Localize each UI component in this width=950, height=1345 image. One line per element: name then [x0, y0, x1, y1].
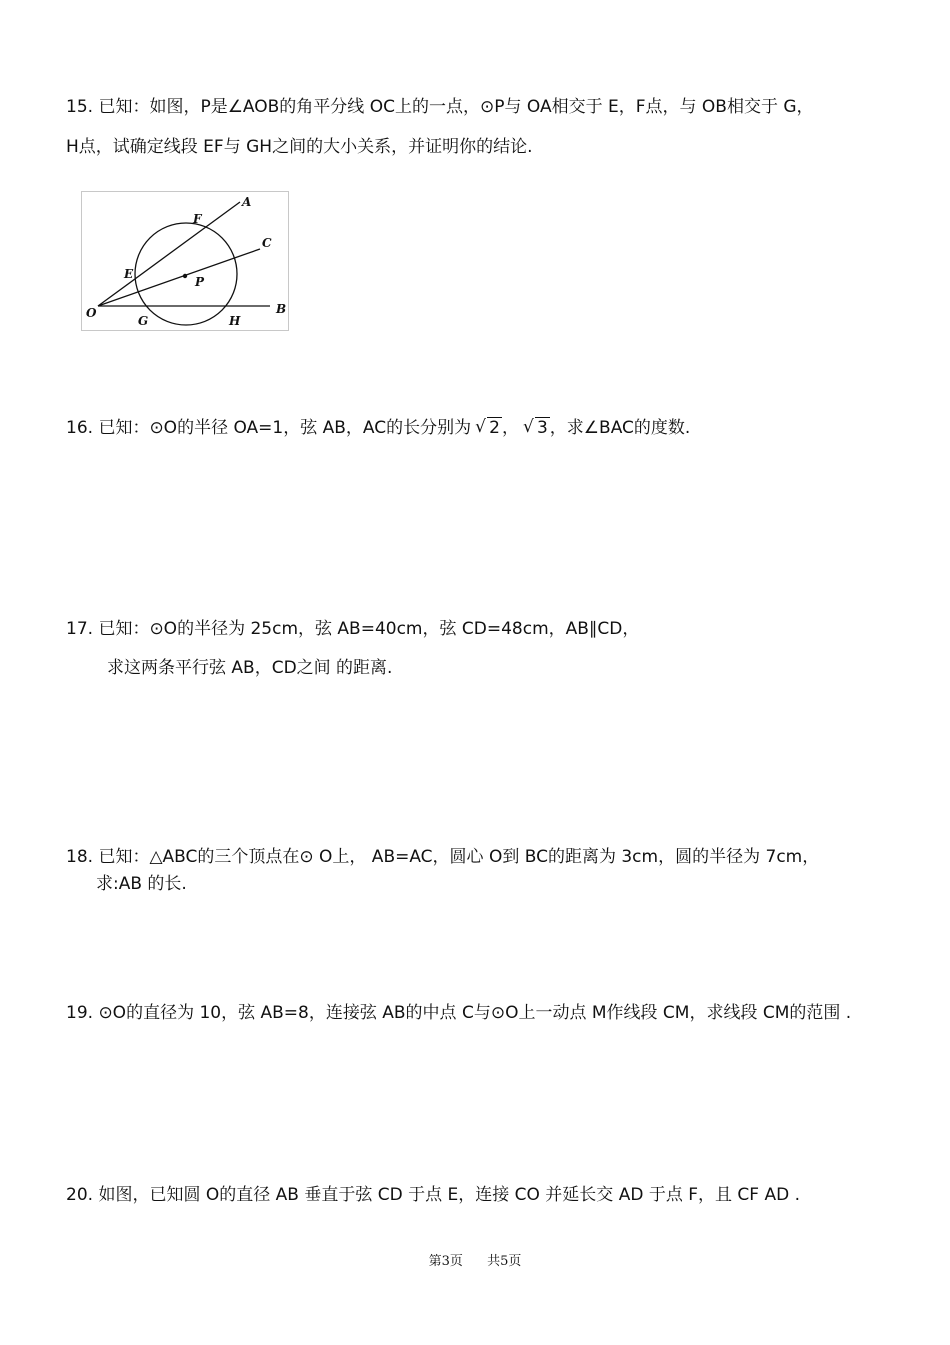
label-o: O	[86, 306, 97, 320]
problem-16-text-b: ，求∠BAC的度数.	[549, 418, 691, 438]
problem-16-separator: ，	[501, 418, 519, 438]
problem-16-text-a: 16. 已知：⊙O的半径 OA=1，弦 AB，AC的长分别为	[66, 418, 472, 438]
problem-17-line-1: 17. 已知：⊙O的半径为 25cm，弦 AB=40cm，弦 CD=48cm，AB∥CD，	[66, 619, 640, 639]
page-number: 第3页	[428, 1254, 463, 1269]
geometry-figure	[81, 191, 289, 331]
label-f: F	[193, 212, 202, 226]
label-c: C	[262, 236, 272, 250]
problem-15-line-2: H点，试确定线段 EF与 GH之间的大小关系，并证明你的结论.	[66, 137, 533, 157]
problem-19: 19. ⊙O的直径为 10，弦 AB=8，连接弦 AB的中点 C与⊙O上一动点 M作线段 CM，求线段 CM的范围 .	[66, 1003, 852, 1023]
problem-18-line-1: 18. 已知：△ABC的三个顶点在⊙ O上， AB=AC，圆心 O到 BC的距离为 3cm，圆的半径为 7cm，	[66, 847, 820, 867]
ray-oa	[98, 202, 240, 306]
point-p	[183, 274, 187, 278]
sqrt-3	[523, 417, 550, 439]
label-h: H	[229, 314, 241, 328]
label-p: P	[195, 275, 205, 289]
label-e: E	[124, 267, 134, 281]
label-a: A	[242, 195, 252, 209]
ray-oc	[98, 249, 260, 306]
radical-sign-icon: √	[522, 417, 534, 437]
circle-p	[135, 223, 237, 325]
page-total: 共5页	[487, 1254, 522, 1269]
problem-15-line-1: 15. 已知：如图，P是∠AOB的角平分线 OC上的一点，⊙P与 OA相交于 E，F点，与 OB相交于 G，	[66, 97, 814, 117]
problem-17-line-2: 求这两条平行弦 AB，CD之间 的距离.	[107, 658, 393, 678]
problem-18-line-2: 求:AB 的长.	[96, 874, 187, 894]
problem-16	[66, 417, 690, 439]
label-g: G	[138, 314, 149, 328]
radicand-2: 2	[489, 418, 500, 438]
label-b: B	[276, 302, 287, 316]
radical-sign-icon: √	[475, 417, 486, 437]
circle-angle-diagram	[82, 192, 288, 330]
radicand-3: 3	[536, 418, 548, 438]
sqrt-2	[475, 417, 502, 439]
problem-20: 20. 如图，已知圆 O的直径 AB 垂直于弦 CD 于点 E，连接 CO 并延长交 AD 于点 F，且 CF AD .	[66, 1185, 800, 1205]
page-footer	[0, 1250, 950, 1269]
